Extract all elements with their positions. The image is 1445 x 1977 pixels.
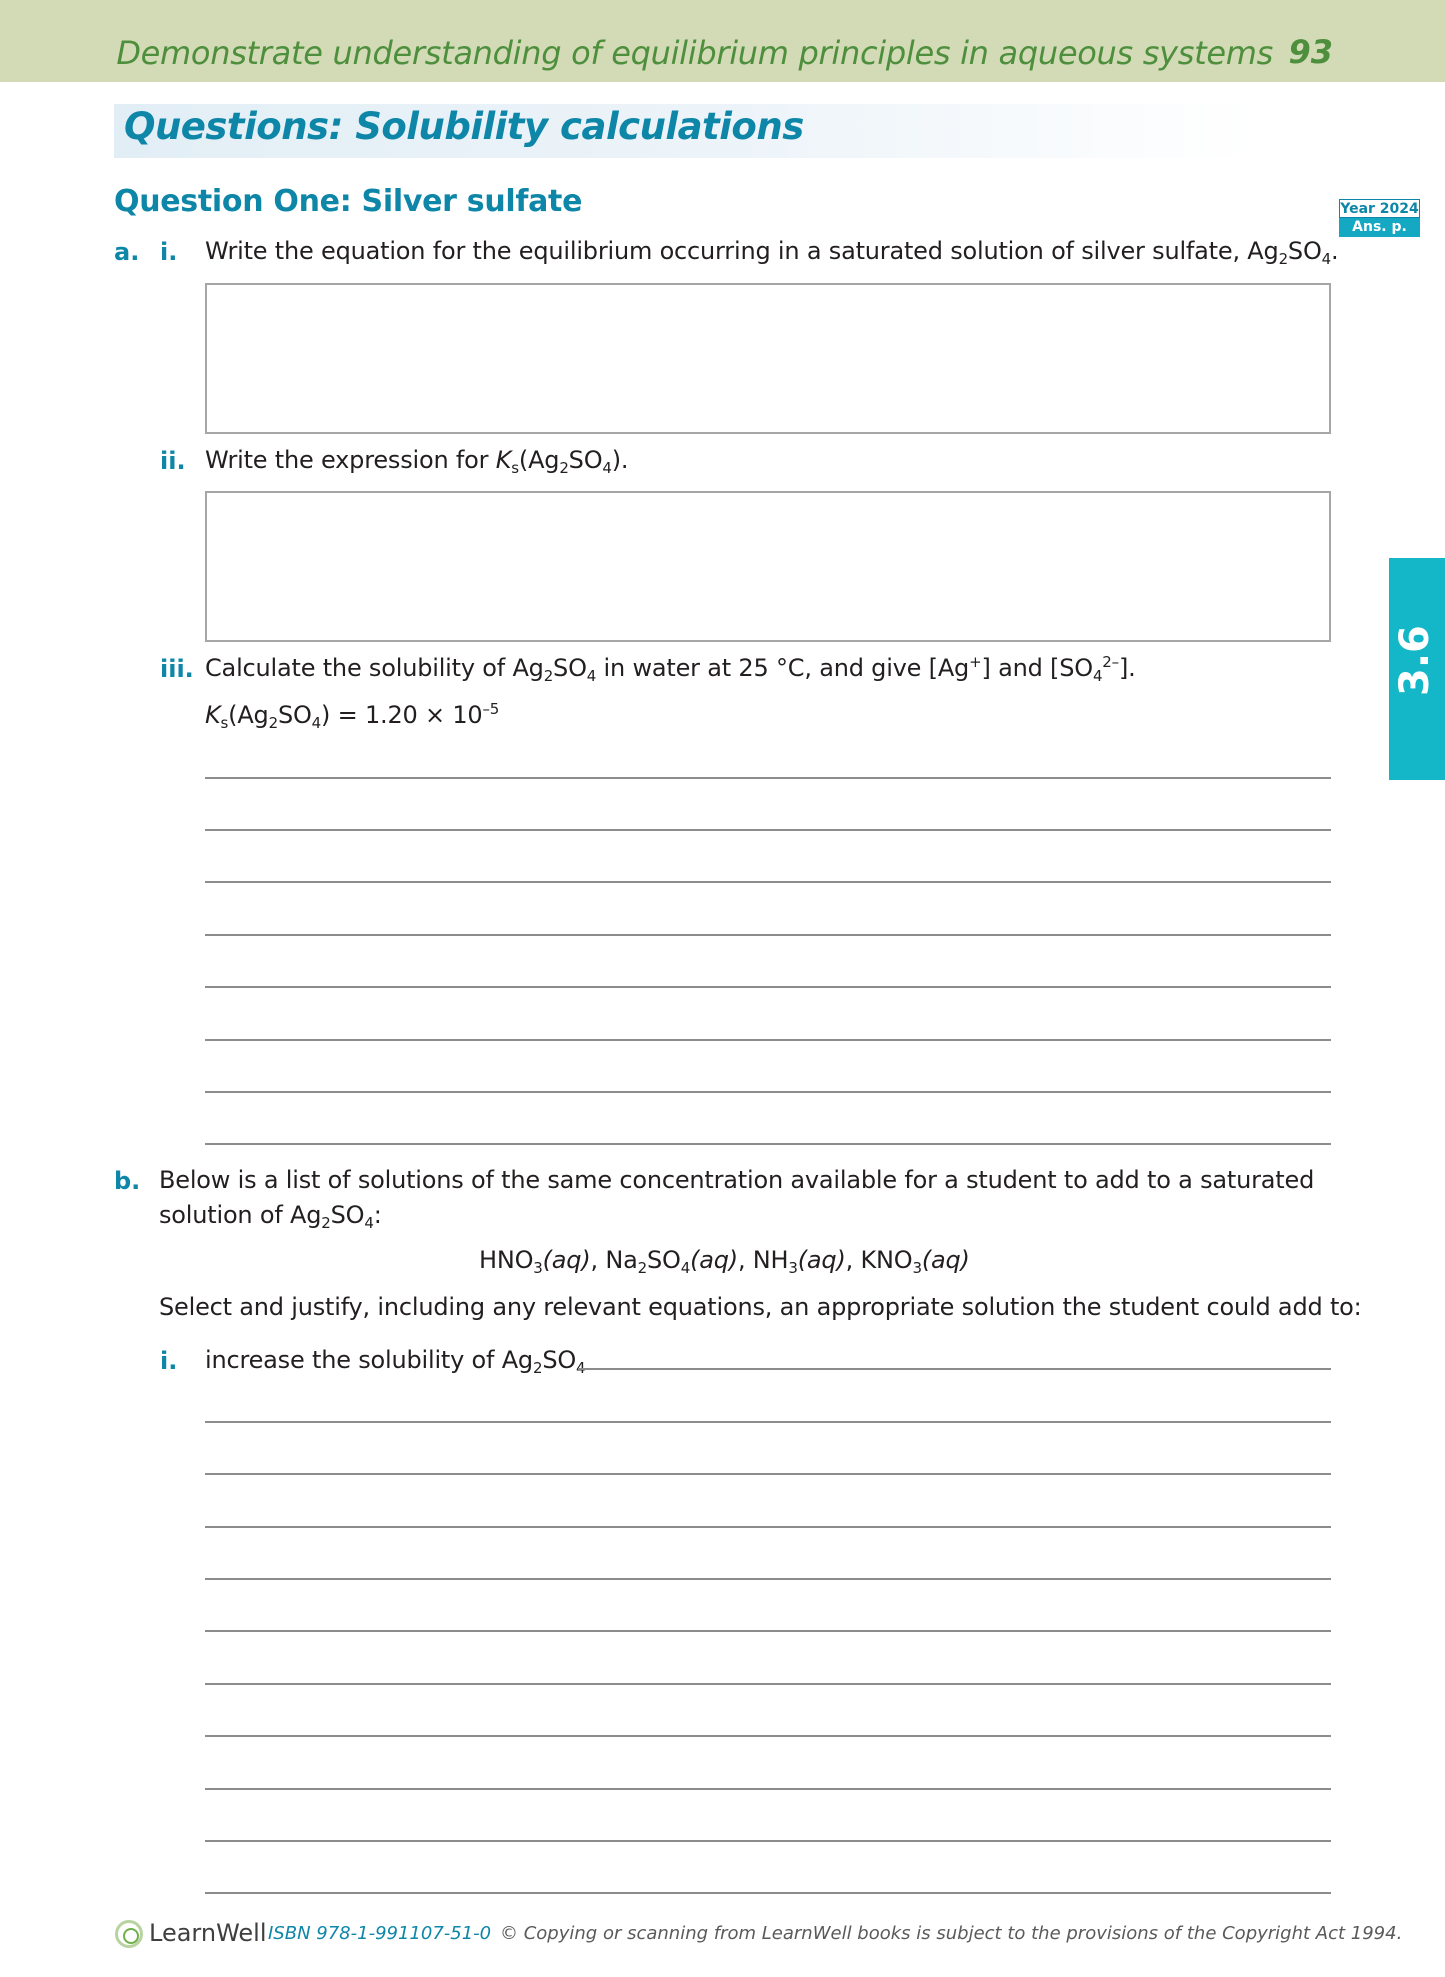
part-a-iii-question: Calculate the solubility of $Ag_2SO_4$ in water at 25 °C, and give [Ag+] and $[SO_4^{2-}]$. (205, 653, 1136, 685)
part-a-ii-label: ii. (160, 447, 186, 475)
running-header (116, 34, 1273, 72)
part-a-ii-question: Write the expression for $K_s(Ag_2SO_4)$. (205, 446, 629, 477)
year-label: Year 2024 (1340, 201, 1419, 217)
part-b-intro-line-2: solution of $Ag_2SO_4$: (159, 1201, 382, 1232)
answer-line[interactable] (205, 777, 1331, 779)
page-number: 93 (1288, 33, 1333, 71)
publisher-logo-text: LearnWell (149, 1919, 267, 1947)
footer (115, 1918, 1403, 1950)
answer-line[interactable] (205, 1630, 1331, 1632)
answer-line[interactable] (205, 1421, 1331, 1423)
answer-line[interactable] (205, 1840, 1331, 1842)
part-a-iii-label: iii. (160, 655, 194, 683)
answer-line[interactable] (205, 986, 1331, 988)
running-header-text: Demonstrate understanding of equilibrium principles in aqueous systems (116, 34, 1273, 72)
answer-line[interactable] (205, 934, 1331, 936)
part-a-i-label: i. (160, 238, 178, 266)
answer-line[interactable] (205, 1578, 1331, 1580)
answer-line[interactable] (205, 1039, 1331, 1041)
isbn-text: ISBN 978-1-991107-51-0 (268, 1923, 492, 1944)
question-title: Question One: Silver sulfate (114, 184, 583, 219)
part-b-i-label: i. (160, 1347, 178, 1375)
year-reference-tag (1339, 199, 1420, 253)
copyright-text: © Copying or scanning from LearnWell books is subject to the provisions of the Copyright Act 1994. (500, 1923, 1403, 1944)
chapter-side-tab-label: 3.6 (1392, 625, 1438, 696)
part-b-letter: b. (114, 1167, 141, 1195)
part-a-i-question: Write the equation for the equilibrium occurring in a saturated solution of silver sulfate, $Ag_2SO_4$. (205, 237, 1339, 268)
answer-line[interactable] (205, 1892, 1331, 1894)
answer-line[interactable] (205, 1788, 1331, 1790)
part-b-i-question: increase the solubility of $Ag_2SO$ (205, 1346, 577, 1377)
answer-box-a-ii[interactable] (205, 491, 1331, 642)
answer-line[interactable] (205, 1683, 1331, 1685)
answer-line[interactable] (205, 1526, 1331, 1528)
solution-list: $HNO_3(aq)$, $Na_2SO_4(aq)$, $NH_3(aq)$, $KNO_3(aq)$ (479, 1246, 970, 1277)
section-title: Questions: Solubility calculations (124, 105, 804, 148)
answer-line[interactable] (205, 829, 1331, 831)
answer-line[interactable] (205, 1735, 1331, 1737)
ks-given-value: $K_s(Ag_2SO_4) = 1.20 \times 10^{-5}$ (205, 700, 500, 732)
answer-line[interactable] (205, 881, 1331, 883)
learnwell-logo-icon (115, 1920, 143, 1948)
answer-line[interactable] (205, 1473, 1331, 1475)
answer-box-a-i[interactable] (205, 283, 1331, 434)
part-a-letter: a. (114, 238, 140, 266)
part-b-instruction: Select and justify, including any relevant equations, an appropriate solution the student could add to: (159, 1293, 1362, 1321)
answer-line[interactable] (205, 1091, 1331, 1093)
answer-line[interactable] (578, 1368, 1331, 1370)
answer-page-label: Ans. p. 140 (1339, 218, 1420, 237)
part-b-intro-line-1: Below is a list of solutions of the same concentration available for a student to add to a saturated (159, 1166, 1315, 1194)
answer-line[interactable] (205, 1143, 1331, 1145)
